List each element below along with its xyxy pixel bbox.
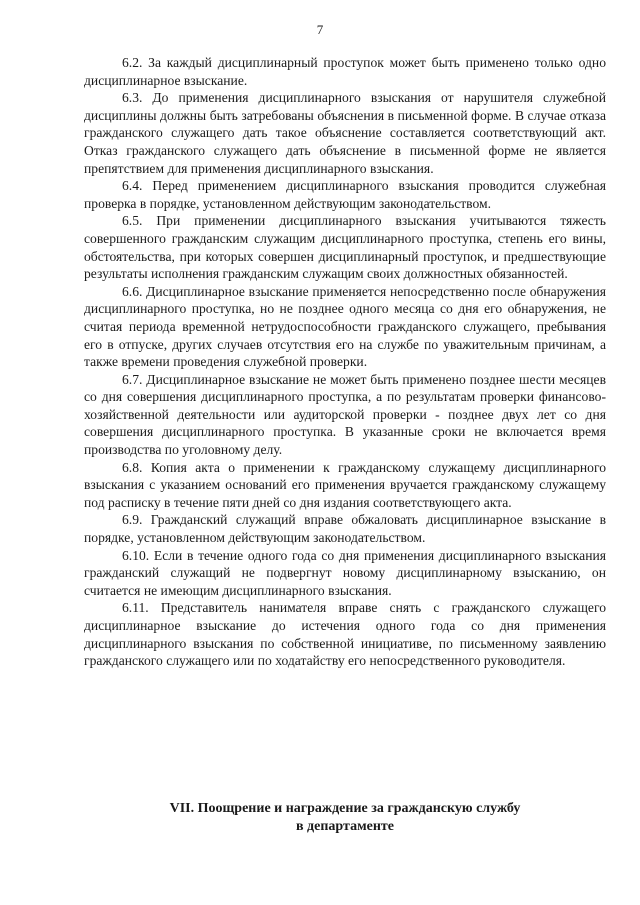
paragraph-6-4: 6.4. Перед применением дисциплинарного взыскания проводится служебная проверка в порядке, установленном действующим законодательством. [84,178,606,211]
paragraph-6-2: 6.2. За каждый дисциплинарный проступок может быть применено только одно дисциплинарное взыскание. [84,55,606,88]
paragraph-6-3: 6.3. До применения дисциплинарного взыскания от нарушителя служебной дисциплины должны быть затребованы объяснения в письменной форме. В случае отказа гражданского служащего дать такое объяснение составляется соответствующий акт. Отказ гражданского служащего дать объяснение в письменной форме не является препятствием для применения дисциплинарного взыскания. [84,90,606,176]
section-heading-line-1: VII. Поощрение и награждение за гражданскую службу [169,801,521,816]
section-heading [84,800,606,836]
paragraph-6-11: 6.11. Представитель нанимателя вправе снять с гражданского служащего дисциплинарное взыскание до истечения одного года со дня применения дисциплинарного взыскания по собственной инициативе, по письменному заявлению гражданского служащего или по ходатайству его непосредственного руководителя. [84,600,606,669]
paragraph-6-9: 6.9. Гражданский служащий вправе обжаловать дисциплинарное взыскание в порядке, установленном действующим законодательством. [84,512,606,546]
paragraph-6-7: 6.7. Дисциплинарное взыскание не может быть применено позднее шести месяцев со дня совершения дисциплинарного проступка, а по результатам проверки финансово-хозяйственной деятельности или аудиторской проверки - позднее двух лет со дня совершения дисциплинарного проступка. В указанные сроки не включается время производства по уголовному делу. [84,371,606,458]
document-body [84,54,606,670]
paragraph-6-6: 6.6. Дисциплинарное взыскание применяется непосредственно после обнаружения дисциплинарного проступка, но не позднее одного месяца со дня его обнаружения, не считая периода временной нетрудоспособности гражданского служащего, пребывания его в отпуске, других случаев отсутствия его на службе по уважительным причинам, а также времени проведения служебной проверки. [84,283,606,370]
section-heading-line-2: в департаменте [296,819,394,834]
paragraph-6-5: 6.5. При применении дисциплинарного взыскания учитываются тяжесть совершенного гражданским служащим дисциплинарного проступка, степень его вины, обстоятельства, при которых совершен дисциплинарный проступок, и предшествующие результаты исполнения гражданским служащим своих должностных обязанностей. [84,213,606,282]
paragraph-6-8: 6.8. Копия акта о применении к гражданскому служащему дисциплинарного взыскания с указанием оснований его применения вручается гражданскому служащему под расписку в течение пяти дней со дня издания соответствующего акта. [84,459,606,510]
page-number: 7 [316,22,324,37]
paragraph-6-10: 6.10. Если в течение одного года со дня применения дисциплинарного взыскания гражданский служащий не подвергнут новому дисциплинарному взысканию, он считается не имеющим дисциплинарного взыскания. [84,547,606,598]
